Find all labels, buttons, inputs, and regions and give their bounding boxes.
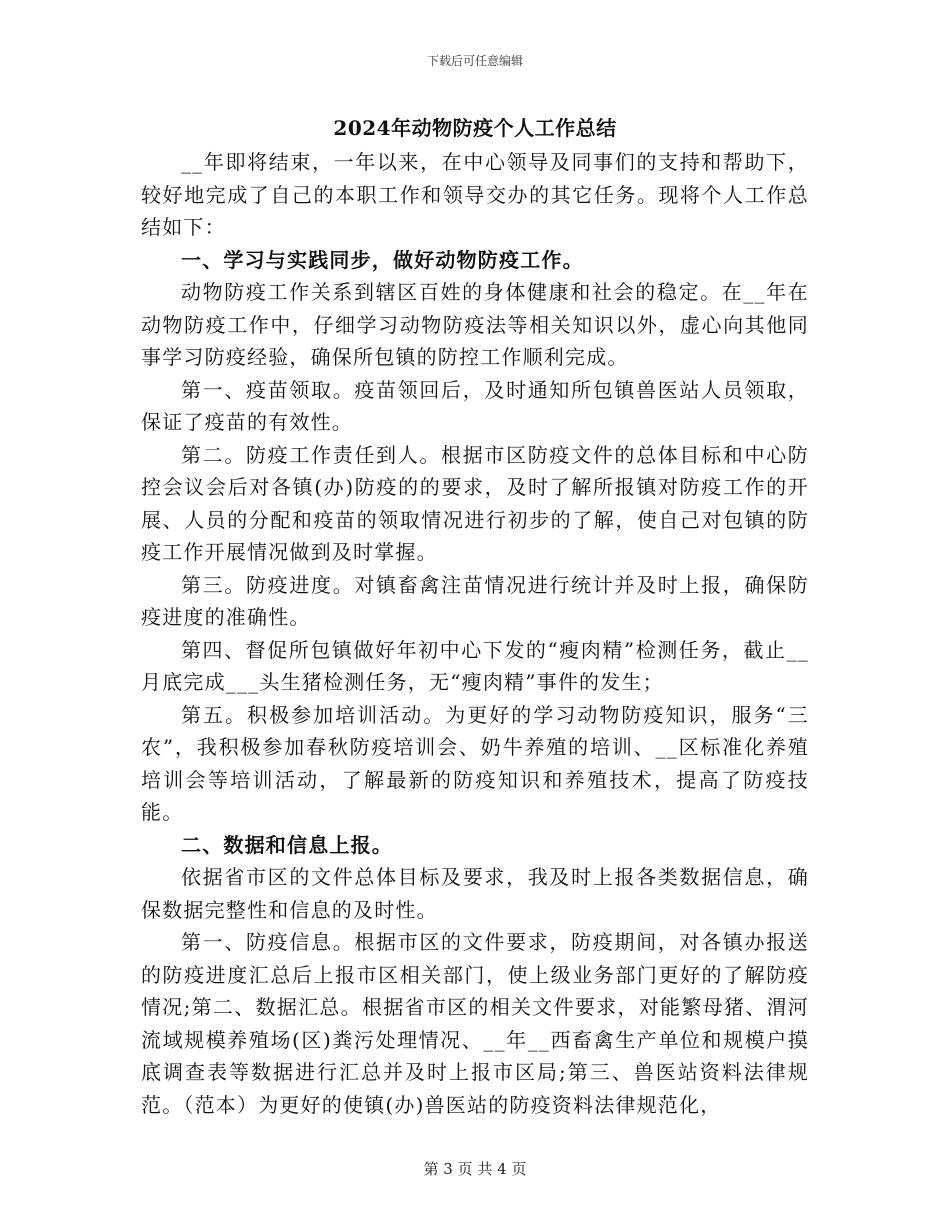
section-2-details: 第一、防疫信息。根据市区的文件要求，防疫期间，对各镇办报送的防疫进度汇总后上报市区相关部门，使上级业务部门更好的了解防疫情况;第二、数据汇总。根据省市区的相关文件要求，对能繁母猪、渭河流域规模养殖场(区)粪污处理情况、__年__西畜禽生产单位和规模户摸底调查表等数据进行汇总并及时上报市区局;第三、兽医站资料法律规范。（范本）为更好的使镇(办)兽医站的防疫资料法律规范化， <box>141 930 809 1117</box>
item-vaccine-collection: 第一、疫苗领取。疫苗领回后，及时通知所包镇兽医站人员领取，保证了疫苗的有效性。 <box>141 377 809 434</box>
item-clenbuterol-test: 第四、督促所包镇做好年初中心下发的“瘦肉精”检测任务，截止__月底完成___头生猪检测任务，无“瘦肉精”事件的发生； <box>141 637 809 694</box>
section-1-paragraph: 动物防疫工作关系到辖区百姓的身体健康和社会的稳定。在__年在动物防疫工作中，仔细学习动物防疫法等相关知识以外，虚心向其他同事学习防疫经验，确保所包镇的防控工作顺利完成。 <box>141 280 809 369</box>
document-body <box>141 146 809 1121</box>
item-responsibility: 第二。防疫工作责任到人。根据市区防疫文件的总体目标和中心防控会议会后对各镇(办)防疫的的要求，及时了解所报镇对防疫工作的开展、人员的分配和疫苗的领取情况进行初步的了解，使自己对包镇的防疫工作开展情况做到及时掌握。 <box>141 442 809 564</box>
page-number: 第 3 页 共 4 页 <box>423 1160 527 1178</box>
section-heading-2: 二、数据和信息上报。 <box>181 832 393 857</box>
page-header-note: 下载后可任意编辑 <box>426 54 523 68</box>
document-title: 2024年动物防疫个人工作总结 <box>333 116 617 140</box>
section-heading-1: 一、学习与实践同步，做好动物防疫工作。 <box>181 247 584 272</box>
item-progress: 第三。防疫进度。对镇畜禽注苗情况进行统计并及时上报，确保防疫进度的准确性。 <box>141 572 809 629</box>
item-training: 第五。积极参加培训活动。为更好的学习动物防疫知识，服务“三农”，我积极参加春秋防疫培训会、奶牛养殖的培训、__区标准化养殖培训会等培训活动，了解最新的防疫知识和养殖技术，提高了防疫技能。 <box>141 702 809 824</box>
section-2-paragraph: 依据省市区的文件总体目标及要求，我及时上报各类数据信息，确保数据完整性和信息的及时性。 <box>141 865 809 922</box>
intro-paragraph: __年即将结束，一年以来，在中心领导及同事们的支持和帮助下，较好地完成了自己的本职工作和领导交办的其它任务。现将个人工作总结如下： <box>141 150 809 239</box>
